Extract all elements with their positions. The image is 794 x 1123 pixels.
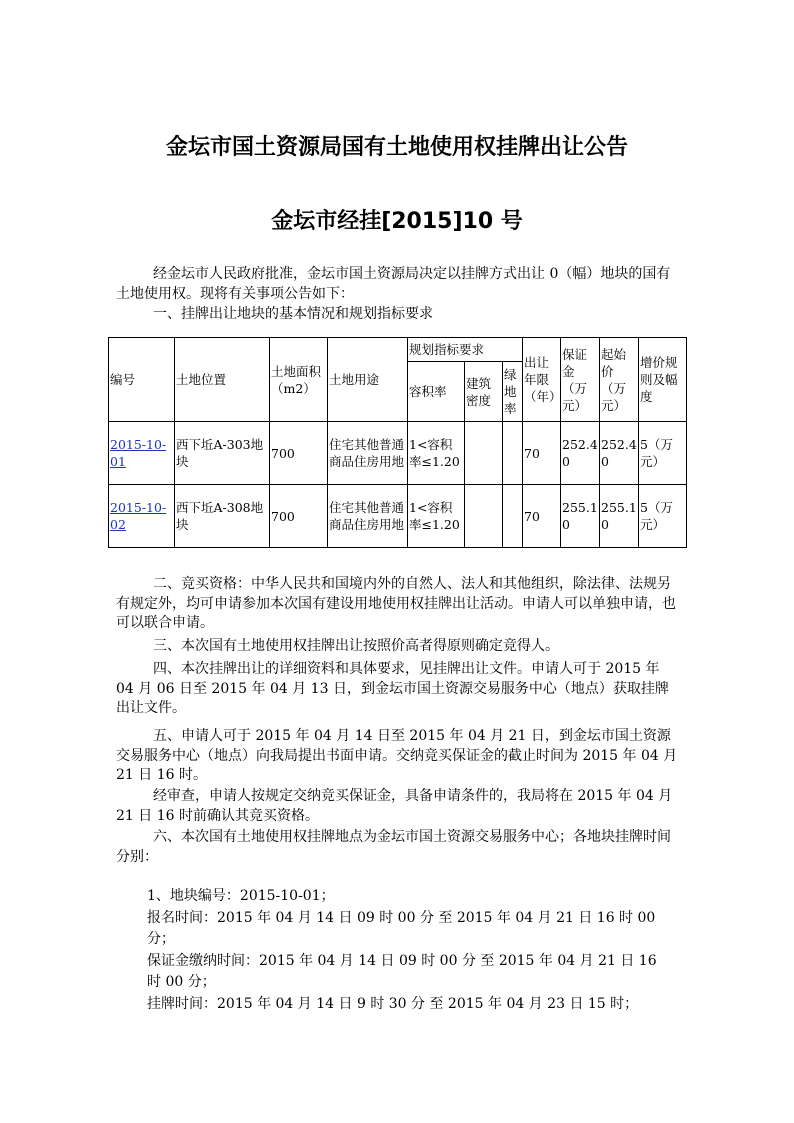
cell-deposit: 255.10 <box>561 485 600 548</box>
cell-use: 住宅其他普通商品住房用地 <box>328 485 408 548</box>
cell-density <box>465 422 503 485</box>
header-green: 绿地率 <box>503 362 523 422</box>
cell-start-price: 255.10 <box>600 485 639 548</box>
document-title: 金坛市国土资源局国有土地使用权挂牌出让公告 <box>165 135 628 160</box>
header-term: 出让年限（年） <box>523 338 561 422</box>
cell-deposit: 252.40 <box>561 422 600 485</box>
cell-id[interactable] <box>109 422 175 485</box>
cell-increment: 5（万元） <box>639 422 687 485</box>
header-id: 编号 <box>109 338 175 422</box>
cell-area: 700 <box>270 485 328 548</box>
schedule-plot: 1、地块编号：2015-10-01； <box>147 888 335 904</box>
cell-far: 1<容积率≤1.20 <box>408 485 465 548</box>
paragraph-documents: 四、本次挂牌出让的详细资料和具体要求，见挂牌出让文件。申请人可于 2015 年 04 月 06 日至 2015 年 04 月 13 日，到金坛市国土资源交易服务中心（地点）获取挂牌出让文件。 <box>116 661 669 716</box>
cell-term: 70 <box>523 485 561 548</box>
table-row <box>109 485 687 548</box>
header-deposit: 保证金（万元） <box>561 338 600 422</box>
cell-id[interactable] <box>109 485 175 548</box>
paragraph-location: 六、本次国有土地使用权挂牌地点为金坛市国土资源交易服务中心；各地块挂牌时间分别： <box>116 829 671 865</box>
paragraph-eligibility: 二、竞买资格：中华人民共和国境内外的自然人、法人和其他组织，除法律、法规另有规定外，均可申请参加本次国有建设用地使用权挂牌出让活动。申请人可以单独申请，也可以联合申请。 <box>116 576 676 631</box>
plot-link[interactable]: 2015-10-01 <box>110 437 167 469</box>
cell-far: 1<容积率≤1.20 <box>408 422 465 485</box>
header-planning: 规划指标要求 <box>408 338 523 362</box>
cell-location: 西下坵A-308地块 <box>175 485 270 548</box>
cell-increment: 5（万元） <box>639 485 687 548</box>
section1-heading: 一、挂牌出让地块的基本情况和规划指标要求 <box>153 306 433 322</box>
cell-area: 700 <box>270 422 328 485</box>
header-area: 土地面积（m2） <box>270 338 328 422</box>
intro-paragraph: 经金坛市人民政府批准，金坛市国土资源局决定以挂牌方式出让 0（幅）地块的国有土地使用权。现将有关事项公告如下： <box>116 266 671 302</box>
cell-use: 住宅其他普通商品住房用地 <box>328 422 408 485</box>
cell-density <box>465 485 503 548</box>
table-row <box>109 422 687 485</box>
header-start-price: 起始价（万元） <box>600 338 639 422</box>
schedule-listing: 挂牌时间：2015 年 04 月 14 日 9 时 30 分 至 2015 年 04 月 23 日 15 时； <box>147 995 639 1012</box>
schedule-deposit: 保证金缴纳时间：2015 年 04 月 14 日 09 时 00 分 至 2015 年 04 月 21 日 16 时 00 分； <box>147 952 657 990</box>
header-location: 土地位置 <box>175 338 270 422</box>
plot-link[interactable]: 2015-10-02 <box>110 500 167 532</box>
header-far: 容积率 <box>408 362 465 422</box>
schedule-signup: 报名时间：2015 年 04 月 14 日 09 时 00 分 至 2015 年 04 月 21 日 16 时 00 分； <box>147 909 656 947</box>
paragraph-application: 五、申请人可于 2015 年 04 月 14 日至 2015 年 04 月 21 日，到金坛市国土资源交易服务中心（地点）向我局提出书面申请。交纳竞买保证金的截止时间为 2015 年 04 月 21 日 16 时。 <box>116 728 678 783</box>
cell-green <box>503 485 523 548</box>
cell-location: 西下坵A-303地块 <box>175 422 270 485</box>
land-table <box>108 337 687 548</box>
cell-green <box>503 422 523 485</box>
paragraph-review: 经审查，申请人按规定交纳竞买保证金，具备申请条件的，我局将在 2015 年 04 月 21 日 16 时前确认其竞买资格。 <box>116 788 673 824</box>
header-use: 土地用途 <box>328 338 408 422</box>
cell-start-price: 252.40 <box>600 422 639 485</box>
paragraph-principle: 三、本次国有土地使用权挂牌出让按照价高者得原则确定竞得人。 <box>153 638 559 654</box>
document-number: 金坛市经挂[2015]10 号 <box>271 209 523 234</box>
header-increment: 增价规则及幅度 <box>639 338 687 422</box>
cell-term: 70 <box>523 422 561 485</box>
header-density: 建筑密度 <box>465 362 503 422</box>
schedule-block <box>147 886 667 1015</box>
